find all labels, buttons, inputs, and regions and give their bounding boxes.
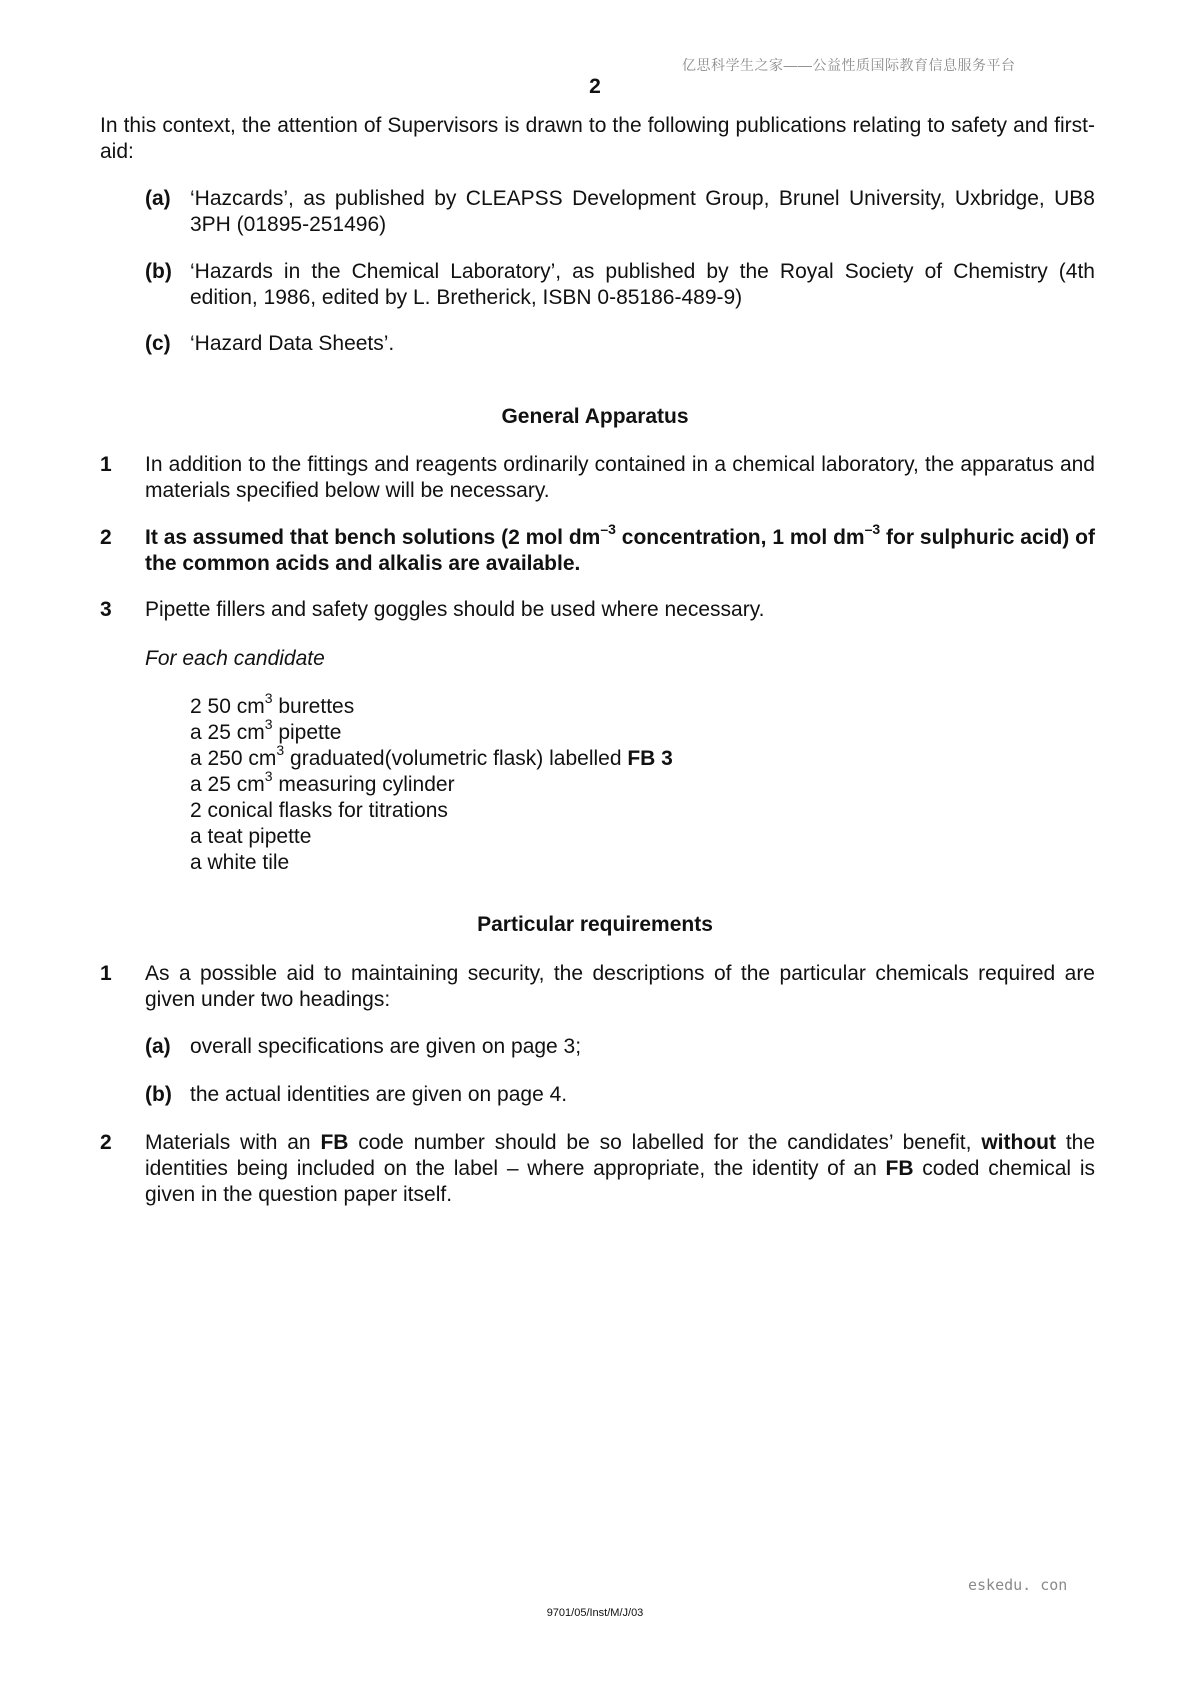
- apparatus-list: [190, 690, 673, 876]
- fb3-label: FB 3: [627, 747, 673, 770]
- general-item-text-2: [145, 521, 1095, 577]
- intro-paragraph: In this context, the attention of Supervisors is drawn to the following publications relating to safety and first-aid:: [100, 114, 1095, 163]
- publication-text-c: ‘Hazard Data Sheets’.: [190, 332, 395, 355]
- superscript-minus-3: –3: [600, 521, 616, 537]
- general-item-text-1: In addition to the fittings and reagents ordinarily contained in a chemical laboratory, the apparatus and materials specified below will be necessary.: [145, 453, 1095, 502]
- particular-item-number-2: 2: [100, 1131, 112, 1154]
- particular-sub-label-b: (b): [145, 1083, 172, 1106]
- general-item-number-3: 3: [100, 598, 112, 621]
- list-item: a 250 $cm^3$ graduated(volumetric flask) labelled FB 3: [190, 742, 673, 770]
- general-item-text-3: Pipette fillers and safety goggles should be used where necessary.: [145, 598, 765, 621]
- list-item: 2 conical flasks for titrations: [190, 799, 448, 822]
- general-apparatus-heading: General Apparatus: [501, 405, 689, 428]
- particular-item-text-2: Materials with an FB code number should be so labelled for the candidates’ benefit, without the identities being included on the label – where appropriate, the identity of an FB coded chemical is given in the question paper itself.: [145, 1131, 1096, 1206]
- general-item-number-2: 2: [100, 526, 112, 549]
- list-item: a 25 $cm^3$ measuring cylinder: [190, 768, 455, 796]
- publication-label-a: (a): [145, 187, 171, 210]
- watermark-header: 亿思科学生之家——公益性质国际教育信息服务平台: [682, 57, 1016, 73]
- bench-solutions-text-a: It as assumed that bench solutions (2 mol dm: [145, 526, 601, 549]
- publication-text-b: ‘Hazards in the Chemical Laboratory’, as published by the Royal Society of Chemistry (4th edition, 1986, edited by L. Bretherick, ISBN 0-85186-489-9): [190, 260, 1095, 309]
- publication-label-b: (b): [145, 260, 172, 283]
- list-item: a teat pipette: [190, 825, 312, 848]
- general-item-number-1: 1: [100, 453, 112, 476]
- list-item: a 25 $cm^3$ pipette: [190, 716, 342, 744]
- bench-solutions-text-c: for sulphuric acid) of the common acids and alkalis are available.: [145, 526, 1095, 575]
- list-item: 2 50 $cm^3$ burettes: [190, 690, 355, 718]
- particular-sub-label-a: (a): [145, 1035, 171, 1058]
- document-code: 9701/05/Inst/M/J/03: [546, 1607, 644, 1619]
- publication-text-a: ‘Hazcards’, as published by CLEAPSS Development Group, Brunel University, Uxbridge, UB8 3PH (01895-251496): [190, 187, 1095, 236]
- for-each-candidate-label: For each candidate: [145, 647, 325, 670]
- particular-requirements-heading: Particular requirements: [477, 913, 713, 936]
- publication-label-c: (c): [145, 332, 171, 355]
- particular-item-number-1: 1: [100, 962, 112, 985]
- particular-sub-text-b: the actual identities are given on page 4.: [190, 1083, 568, 1106]
- bench-solutions-text-b: concentration, 1 mol dm: [615, 526, 865, 549]
- page-number: 2: [589, 75, 601, 98]
- superscript-minus-3: –3: [864, 521, 881, 537]
- particular-sub-text-a: overall specifications are given on page 3;: [190, 1035, 582, 1058]
- watermark-footer: eskedu. con: [968, 1576, 1068, 1594]
- list-item: a white tile: [190, 851, 290, 874]
- particular-item-text-1: As a possible aid to maintaining security, the descriptions of the particular chemicals required are given under two headings:: [145, 962, 1095, 1011]
